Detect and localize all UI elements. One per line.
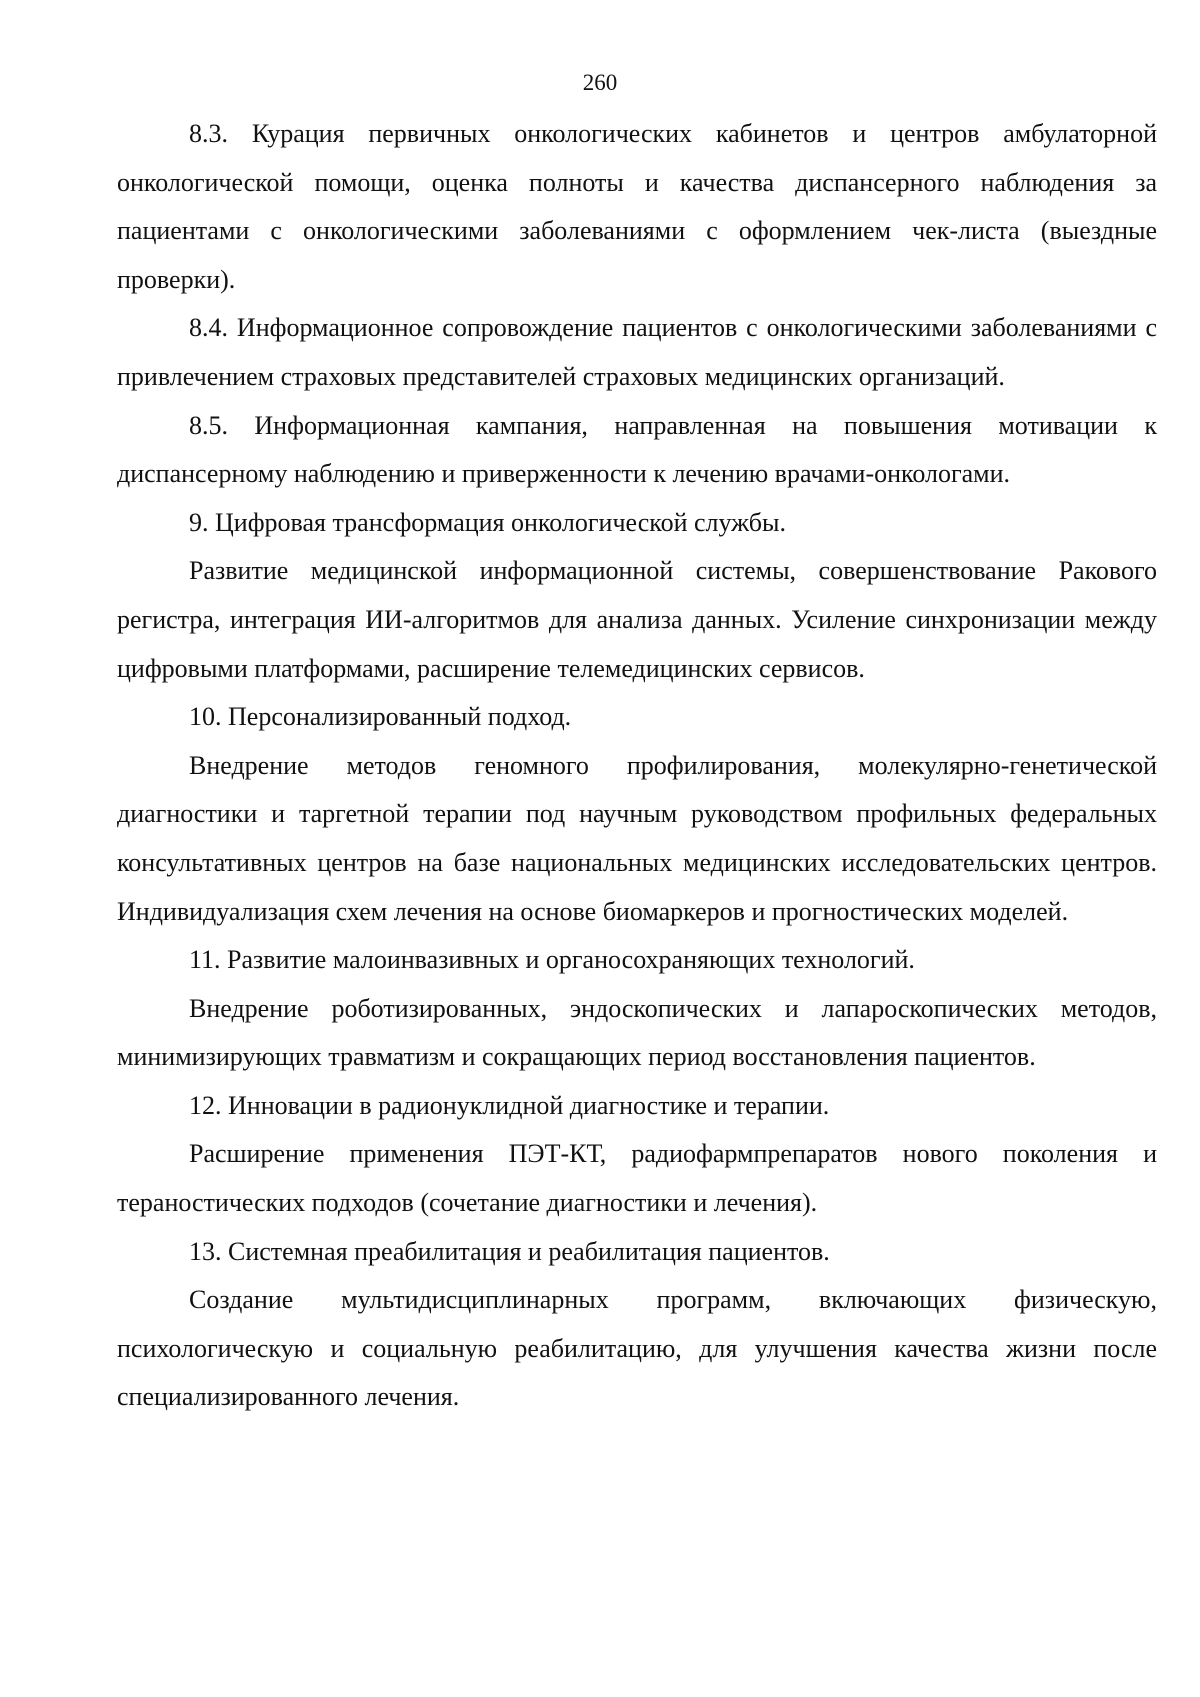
page-number: 260	[582, 70, 618, 95]
heading-9-digital-transformation: 9. Цифровая трансформация онкологической службы.	[189, 507, 786, 537]
heading-12-radionuclide: 12. Инновации в радионуклидной диагностике и терапии.	[189, 1090, 830, 1120]
heading-13-rehabilitation: 13. Системная преабилитация и реабилитация пациентов.	[189, 1236, 830, 1266]
paragraph-8-3: 8.3. Курация первичных онкологических кабинетов и центров амбулаторной онкологической помощи, оценка полноты и качества диспансерного наблюдения за пациентами с онкологическими заболеваниями с оформлением чек-листа (выездные проверки).	[117, 119, 1157, 294]
paragraph-8-5: 8.5. Информационная кампания, направленная на повышения мотивации к диспансерному наблюдению и приверженности к лечению врачами-онкологами.	[117, 410, 1157, 489]
heading-10-personalized-approach: 10. Персонализированный подход.	[189, 702, 572, 732]
paragraph-13-body: Создание мультидисциплинарных программ, включающих физическую, психологическую и социальную реабилитацию, для улучшения качества жизни после специализированного лечения.	[117, 1285, 1157, 1412]
paragraph-11-body: Внедрение роботизированных, эндоскопических и лапароскопических методов, минимизирующих травматизм и сокращающих период восстановления пациентов.	[117, 993, 1157, 1072]
document-body	[117, 110, 1157, 1422]
paragraph-10-body: Внедрение методов геномного профилирования, молекулярно-генетической диагностики и таргетной терапии под научным руководством профильных федеральных консультативных центров на базе национальных медицинских исследовательских центров. Индивидуализация схем лечения на основе биомаркеров и прогностических моделей.	[117, 750, 1157, 926]
paragraph-9-body: Развитие медицинской информационной системы, совершенствование Ракового регистра, интеграция ИИ-алгоритмов для анализа данных. Усиление синхронизации между цифровыми платформами, расширение телемедицинских сервисов.	[117, 556, 1157, 683]
heading-11-minimally-invasive: 11. Развитие малоинвазивных и органосохраняющих технологий.	[189, 945, 915, 975]
paragraph-12-body: Расширение применения ПЭТ-КТ, радиофармпрепаратов нового поколения и тераностических подходов (сочетание диагностики и лечения).	[117, 1139, 1157, 1218]
paragraph-8-4: 8.4. Информационное сопровождение пациентов с онкологическими заболеваниями с привлечением страховых представителей страховых медицинских организаций.	[117, 313, 1157, 391]
